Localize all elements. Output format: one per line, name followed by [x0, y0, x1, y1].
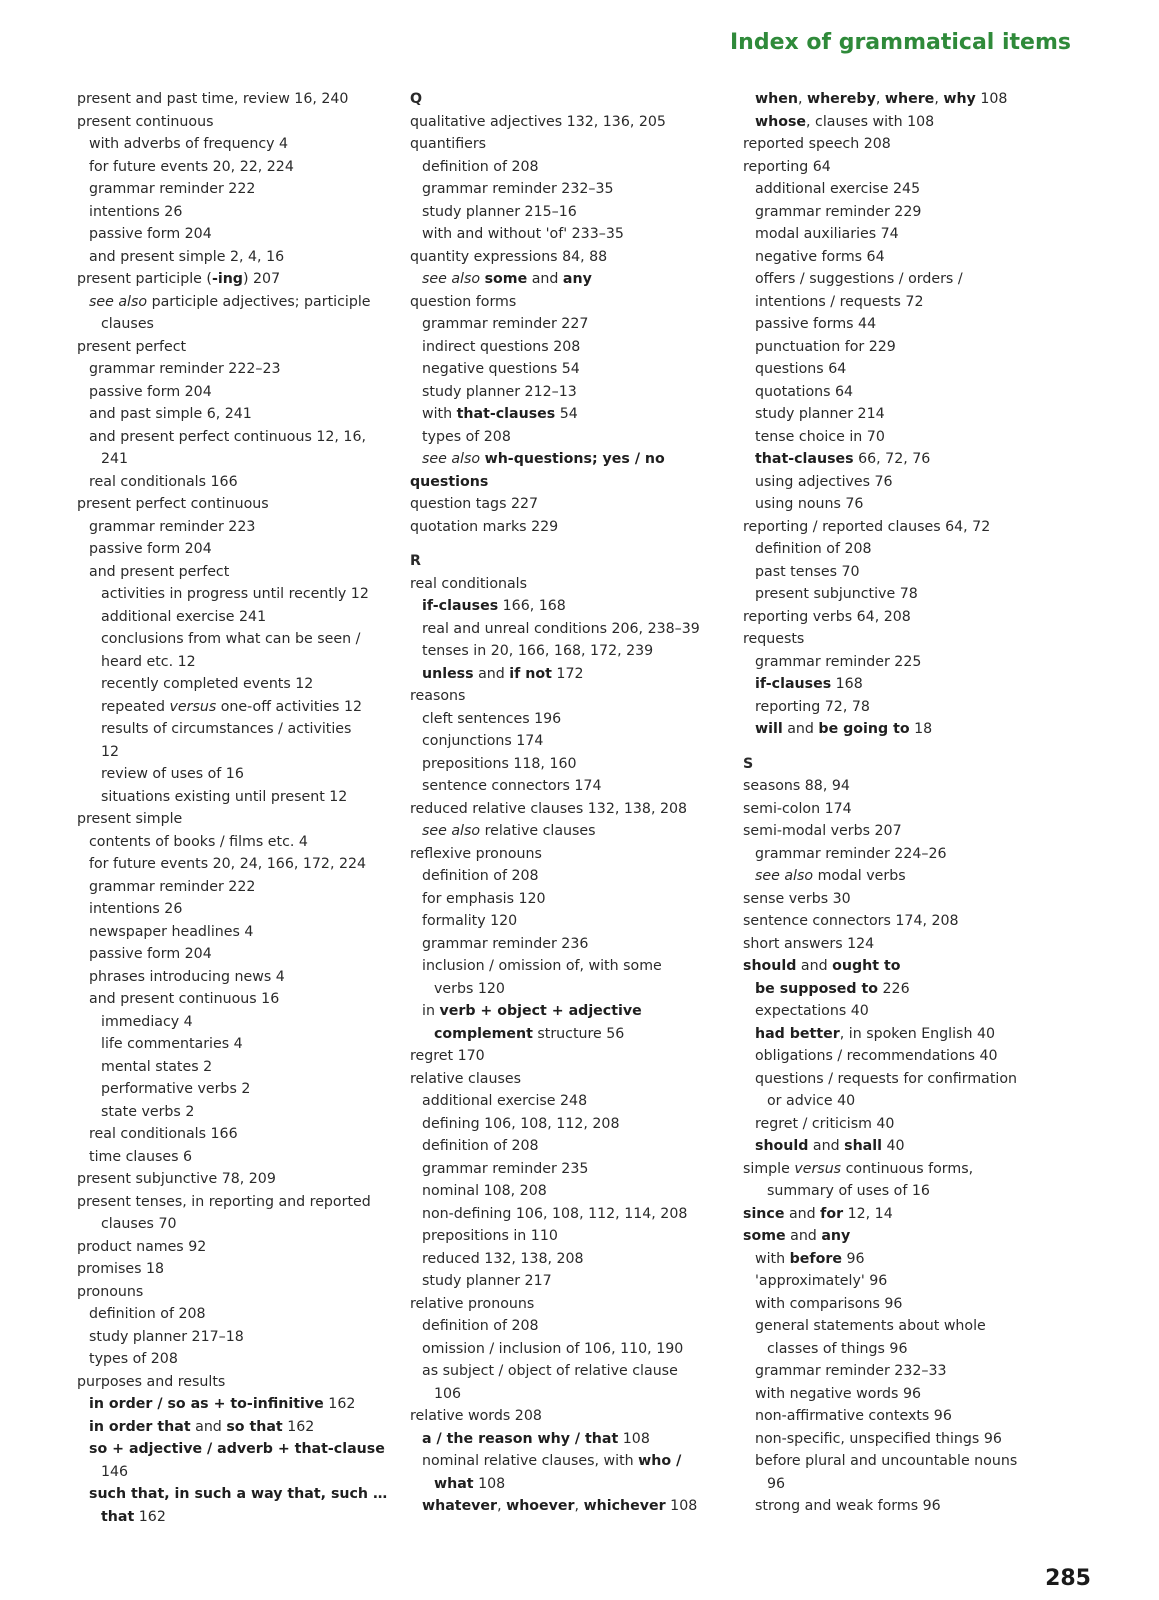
index-entry: grammar reminder 236	[422, 935, 589, 952]
index-entry: contents of books / films etc. 4	[89, 833, 308, 850]
index-entry: present perfect continuous	[77, 496, 269, 512]
index-entry: strong and weak forms 96	[755, 1498, 941, 1514]
index-entry: regret 170	[410, 1048, 485, 1064]
index-entry: intentions 26	[89, 203, 183, 220]
index-entry: for future events 20, 24, 166, 172, 224	[89, 856, 367, 872]
index-entry: sentence connectors 174	[422, 778, 602, 794]
index-entry: see also some and any	[422, 271, 592, 287]
index-entry: present perfect	[77, 338, 187, 355]
index-entry: will and be going to 18	[755, 721, 933, 737]
index-entry: past tenses 70	[755, 563, 860, 580]
index-entry: omission / inclusion of 106, 110, 190	[422, 1340, 684, 1357]
index-entry: study planner 214	[755, 406, 885, 422]
index-entry: negative questions 54	[422, 361, 580, 377]
index-entry: had better, in spoken English 40	[755, 1025, 996, 1042]
index-entry: clauses 70	[101, 1216, 177, 1232]
index-entry: defining 106, 108, 112, 208	[422, 1115, 620, 1132]
index-entry: additional exercise 248	[422, 1093, 588, 1109]
index-entry: short answers 124	[743, 935, 875, 952]
index-entry: real and unreal conditions 206, 238–39	[422, 620, 700, 637]
index-entry: regret / criticism 40	[755, 1115, 895, 1132]
index-entry: in order that and so that 162	[89, 1418, 315, 1435]
index-entry: quotation marks 229	[410, 518, 559, 535]
index-entry: nominal 108, 208	[422, 1183, 547, 1199]
index-entry: present subjunctive 78, 209	[77, 1171, 276, 1187]
page-title: Index of grammatical items	[730, 30, 1071, 55]
index-entry: activities in progress until recently 12	[101, 586, 369, 602]
index-entry: unless and if not 172	[422, 665, 584, 682]
index-entry: definition of 208	[755, 541, 872, 557]
index-entry: study planner 215–16	[422, 203, 577, 220]
index-entry: see also wh-questions; yes / no	[422, 451, 665, 467]
index-entry: if-clauses 166, 168	[422, 598, 566, 614]
index-entry: relative clauses	[410, 1070, 521, 1087]
index-entry: sense verbs 30	[743, 890, 851, 907]
index-entry: passive form 204	[89, 226, 212, 242]
index-entry: reduced relative clauses 132, 138, 208	[410, 800, 688, 817]
index-entry: real conditionals	[410, 575, 528, 592]
index-entry: life commentaries 4	[101, 1036, 243, 1052]
index-entry: 'approximately' 96	[755, 1273, 888, 1289]
index-entry: as subject / object of relative clause	[422, 1363, 678, 1379]
index-entry: and present continuous 16	[89, 991, 280, 1007]
index-entry: a / the reason why / that 108	[422, 1430, 650, 1447]
index-entry: using adjectives 76	[755, 473, 893, 490]
index-entry: cleft sentences 196	[422, 710, 562, 727]
index-entry: conjunctions 174	[422, 733, 544, 749]
index-entry: nominal relative clauses, with who /	[422, 1453, 682, 1469]
index-entry: quantity expressions 84, 88	[410, 248, 608, 265]
index-entry: semi-modal verbs 207	[743, 823, 902, 839]
index-entry: time clauses 6	[89, 1148, 193, 1165]
index-entry: reasons	[410, 688, 466, 704]
index-entry: product names 92	[77, 1238, 207, 1255]
index-entry: general statements about whole	[755, 1318, 986, 1334]
index-entry: with comparisons 96	[755, 1295, 903, 1312]
section-letter: Q	[410, 91, 423, 107]
index-entry: whatever, whoever, whichever 108	[422, 1498, 698, 1514]
index-entry: immediacy 4	[101, 1013, 193, 1030]
index-entry: non-affirmative contexts 96	[755, 1408, 952, 1424]
index-entry: additional exercise 245	[755, 181, 921, 197]
index-entry: grammar reminder 235	[422, 1160, 589, 1177]
index-entry: so + adjective / adverb + that-clause	[89, 1441, 385, 1457]
index-entry: question tags 227	[410, 496, 539, 512]
index-entry: grammar reminder 222–23	[89, 361, 281, 377]
index-entry: types of 208	[89, 1351, 178, 1367]
index-entry: with and without 'of' 233–35	[422, 226, 624, 242]
index-entry: negative forms 64	[755, 248, 885, 265]
index-entry: quantifiers	[410, 136, 487, 152]
index-entry: offers / suggestions / orders /	[755, 271, 963, 287]
index-entry: grammar reminder 222	[89, 878, 256, 895]
index-entry: in order / so as + to-infinitive 162	[89, 1396, 356, 1412]
index-entry: some and any	[743, 1228, 851, 1244]
index-entry: simple versus continuous forms,	[743, 1160, 974, 1177]
index-entry: reporting 64	[743, 158, 831, 175]
index-entry: recently completed events 12	[101, 676, 314, 692]
index-entry: results of circumstances / activities	[101, 721, 352, 737]
index-entry: tenses in 20, 166, 168, 172, 239	[422, 643, 654, 659]
index-entry: definition of 208	[422, 1138, 539, 1154]
index-entry: reporting / reported clauses 64, 72	[743, 518, 991, 535]
section-gap	[410, 538, 710, 550]
index-entry: passive form 204	[89, 541, 212, 557]
index-entry: newspaper headlines 4	[89, 923, 254, 940]
index-entry: intentions 26	[89, 901, 183, 917]
index-entry: or advice 40	[767, 1093, 856, 1109]
index-entry: purposes and results	[77, 1373, 226, 1390]
index-entry: and present simple 2, 4, 16	[89, 248, 285, 265]
index-entry: review of uses of 16	[101, 766, 244, 782]
index-entry: when, whereby, where, why 108	[755, 91, 1008, 107]
index-entry: and present perfect	[89, 563, 230, 580]
index-entry: qualitative adjectives 132, 136, 205	[410, 113, 666, 130]
index-entry: questions 64	[755, 361, 847, 377]
index-entry: heard etc. 12	[101, 653, 196, 670]
index-entry: 96	[767, 1475, 786, 1492]
index-entry: definition of 208	[422, 1318, 539, 1334]
index-entry: grammar reminder 222	[89, 181, 256, 197]
index-entry: whose, clauses with 108	[755, 113, 935, 130]
section-gap	[743, 741, 1043, 753]
index-entry: grammar reminder 232–33	[755, 1363, 947, 1379]
index-entry: and past simple 6, 241	[89, 406, 252, 422]
index-entry: tense choice in 70	[755, 428, 885, 445]
index-entry: grammar reminder 225	[755, 653, 922, 670]
index-entry: passive form 204	[89, 383, 212, 400]
index-entry: prepositions 118, 160	[422, 755, 577, 772]
index-entry: modal auxiliaries 74	[755, 226, 899, 242]
index-entry: that-clauses 66, 72, 76	[755, 451, 931, 467]
index-entry: passive form 204	[89, 946, 212, 962]
index-entry: types of 208	[422, 428, 511, 445]
index-entry: present tenses, in reporting and reported	[77, 1193, 371, 1210]
index-entry: see also modal verbs	[755, 868, 906, 884]
index-entry: non-specific, unspecified things 96	[755, 1430, 1002, 1447]
index-entry: in verb + object + adjective	[422, 1003, 642, 1019]
index-entry: see also participle adjectives; participle	[89, 293, 371, 310]
index-entry: definition of 208	[422, 158, 539, 175]
index-entry: seasons 88, 94	[743, 778, 850, 794]
index-entry: grammar reminder 223	[89, 518, 256, 535]
index-column-1	[77, 88, 388, 1528]
index-entry: indirect questions 208	[422, 338, 581, 355]
index-entry: punctuation for 229	[755, 338, 896, 355]
index-entry: and present perfect continuous 12, 16,	[89, 428, 366, 445]
index-entry: 12	[101, 743, 120, 760]
index-entry: 241	[101, 451, 129, 467]
index-entry: mental states 2	[101, 1058, 213, 1075]
index-entry: reporting verbs 64, 208	[743, 608, 911, 625]
section-letter: R	[410, 553, 421, 569]
index-entry: classes of things 96	[767, 1340, 908, 1357]
index-entry: passive forms 44	[755, 316, 877, 332]
index-entry: obligations / recommendations 40	[755, 1048, 998, 1064]
index-entry: prepositions in 110	[422, 1228, 558, 1244]
index-entry: question forms	[410, 293, 517, 310]
index-entry: with negative words 96	[755, 1385, 921, 1402]
index-entry: additional exercise 241	[101, 608, 267, 625]
index-entry: state verbs 2	[101, 1103, 195, 1120]
index-entry: study planner 217	[422, 1273, 552, 1289]
index-entry: phrases introducing news 4	[89, 968, 285, 985]
index-entry: conclusions from what can be seen /	[101, 631, 361, 647]
index-entry: present subjunctive 78	[755, 586, 918, 602]
index-entry: clauses	[101, 316, 154, 332]
index-entry: questions	[410, 473, 489, 490]
index-entry: should and shall 40	[755, 1138, 905, 1154]
index-entry: be supposed to 226	[755, 980, 910, 997]
index-column-2	[410, 88, 710, 1518]
index-entry: performative verbs 2	[101, 1081, 251, 1097]
index-entry: present participle (-ing) 207	[77, 271, 281, 287]
index-entry: with that-clauses 54	[422, 406, 578, 422]
index-entry: formality 120	[422, 913, 518, 929]
index-entry: since and for 12, 14	[743, 1205, 893, 1222]
index-entry: with adverbs of frequency 4	[89, 136, 289, 152]
index-entry: pronouns	[77, 1283, 144, 1300]
index-entry: real conditionals 166	[89, 473, 238, 490]
index-entry: study planner 217–18	[89, 1328, 244, 1345]
index-entry: 106	[434, 1385, 462, 1402]
index-entry: definition of 208	[422, 868, 539, 884]
index-entry: 146	[101, 1463, 129, 1480]
index-entry: grammar reminder 232–35	[422, 181, 614, 197]
index-entry: summary of uses of 16	[767, 1183, 930, 1199]
index-entry: verbs 120	[434, 980, 505, 997]
index-entry: inclusion / omission of, with some	[422, 958, 662, 974]
index-column-3	[743, 88, 1043, 1518]
index-entry: such that, in such a way that, such …	[89, 1486, 388, 1502]
page-number: 285	[1045, 1566, 1091, 1591]
index-entry: using nouns 76	[755, 496, 864, 512]
index-entry: semi-colon 174	[743, 800, 852, 817]
index-entry: reported speech 208	[743, 136, 891, 152]
index-entry: non-defining 106, 108, 112, 114, 208	[422, 1205, 688, 1222]
index-entry: complement structure 56	[434, 1025, 625, 1042]
index-entry: questions / requests for confirmation	[755, 1070, 1018, 1087]
index-entry: what 108	[434, 1475, 506, 1492]
index-entry: definition of 208	[89, 1306, 206, 1322]
index-entry: present simple	[77, 811, 183, 827]
index-entry: present and past time, review 16, 240	[77, 91, 349, 107]
index-entry: if-clauses 168	[755, 676, 863, 692]
index-entry: grammar reminder 227	[422, 316, 589, 332]
index-entry: for future events 20, 22, 224	[89, 158, 294, 175]
index-entry: that 162	[101, 1508, 166, 1525]
index-entry: repeated versus one-off activities 12	[101, 698, 363, 715]
index-entry: should and ought to	[743, 958, 901, 974]
index-entry: reflexive pronouns	[410, 845, 542, 862]
index-entry: sentence connectors 174, 208	[743, 913, 959, 929]
index-entry: quotations 64	[755, 383, 854, 400]
index-entry: reporting 72, 78	[755, 698, 870, 715]
section-letter: S	[743, 755, 754, 772]
index-entry: present continuous	[77, 113, 214, 130]
index-entry: with before 96	[755, 1250, 865, 1267]
index-entry: relative words 208	[410, 1408, 542, 1424]
index-entry: relative pronouns	[410, 1295, 535, 1312]
index-entry: expectations 40	[755, 1003, 869, 1019]
index-entry: before plural and uncountable nouns	[755, 1453, 1018, 1469]
index-entry: situations existing until present 12	[101, 788, 348, 805]
index-entry: reduced 132, 138, 208	[422, 1250, 584, 1267]
index-entry: grammar reminder 229	[755, 203, 922, 220]
index-entry: for emphasis 120	[422, 890, 546, 907]
index-entry: promises 18	[77, 1261, 165, 1277]
index-entry: grammar reminder 224–26	[755, 845, 947, 862]
index-entry: real conditionals 166	[89, 1126, 238, 1142]
index-entry: requests	[743, 631, 805, 647]
index-entry: study planner 212–13	[422, 383, 577, 400]
index-entry: intentions / requests 72	[755, 293, 924, 310]
index-entry: see also relative clauses	[422, 823, 596, 839]
